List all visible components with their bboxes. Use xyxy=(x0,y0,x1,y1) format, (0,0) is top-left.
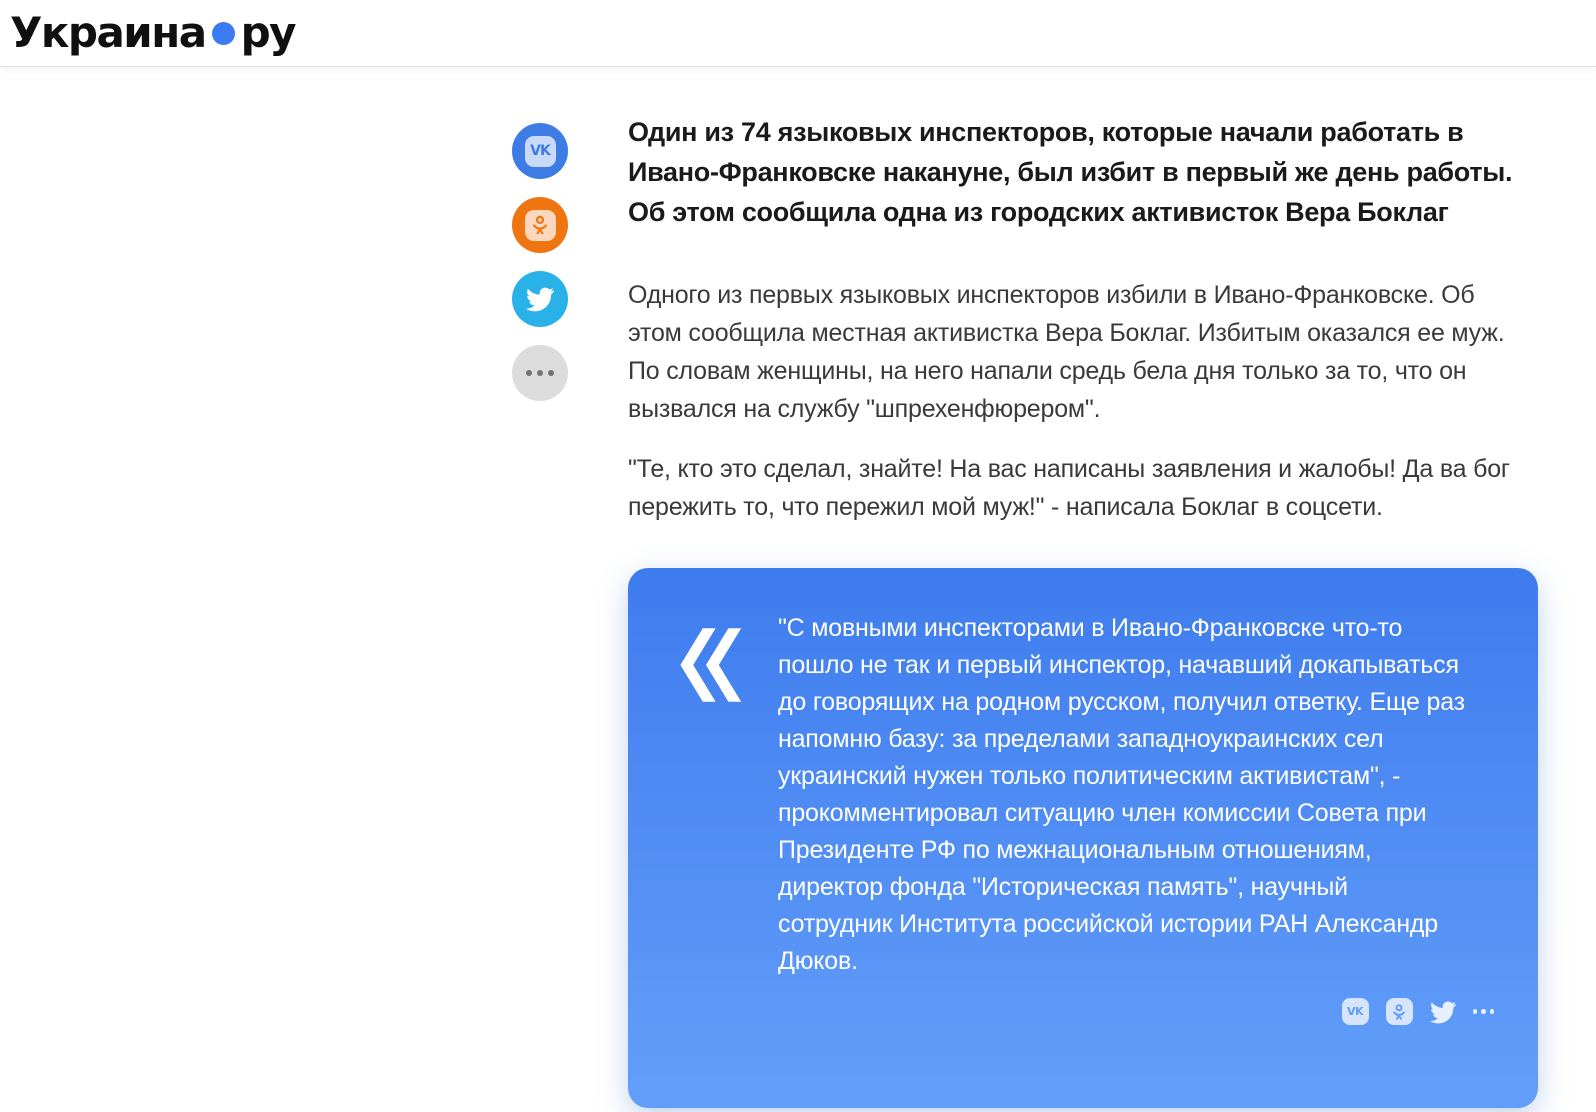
logo-dot-icon xyxy=(212,22,235,45)
twitter-icon xyxy=(1430,999,1456,1025)
logo-text-2: ру xyxy=(240,8,296,57)
quote-card xyxy=(628,568,1538,1108)
share-odnoklassniki-button[interactable] xyxy=(512,197,568,253)
quote-text: "С мовными инспекторами в Ивано-Франковске что-то пошло не так и первый инспектор, начавший докапываться до говорящих на родном русском, получил ответку. Еще раз напомню базу: за пределами западноукраинских сел украинский нужен только политическим активистам", - прокомментировал ситуацию член комиссии Совета при Президенте РФ по межнациональным отношениям, директор фонда "Историческая память", научный сотрудник Института российской истории РАН Александр Дюков. xyxy=(778,614,1465,975)
odnoklassniki-icon xyxy=(1390,1003,1408,1021)
ellipsis-icon xyxy=(1473,1009,1478,1014)
article-paragraph: Одного из первых языковых инспекторов избили в Ивано-Франковске. Об этом сообщила местная активистка Вера Боклаг. Избитым оказался ее муж. По словам женщины, на него напали средь бела дня только за то, что он вызвался на службу "шпрехенфюрером". xyxy=(628,281,1505,423)
quote-mark-icon xyxy=(666,616,750,1068)
quote-body xyxy=(778,610,1494,1068)
article-paragraph: "Те, кто это сделал, знайте! На вас написаны заявления и жалобы! Да ва бог пережить то, что пережил мой муж!" - написала Боклаг в соцсети. xyxy=(628,455,1510,521)
quote-share-twitter-button[interactable] xyxy=(1430,999,1456,1025)
vk-icon-letters: VK xyxy=(530,143,550,159)
vk-icon: VK xyxy=(1346,1005,1364,1018)
share-vk-button[interactable] xyxy=(512,123,568,179)
quote-share-odnoklassniki-button[interactable] xyxy=(1386,998,1413,1025)
share-twitter-button[interactable] xyxy=(512,271,568,327)
site-logo[interactable] xyxy=(10,4,295,62)
ellipsis-icon xyxy=(526,370,554,376)
quote-share-vk-button[interactable] xyxy=(1342,998,1369,1025)
quote-share-more-button[interactable] xyxy=(1473,1009,1495,1014)
article-lead: Один из 74 языковых инспекторов, которые начали работать в Ивано-Франковске накануне, был избит в первый же день работы. Об этом сообщила одна из городских активисток Вера Боклаг xyxy=(628,117,1513,227)
quote-share-row xyxy=(778,998,1494,1025)
article-body xyxy=(628,108,1538,1108)
logo-text-1: Украина xyxy=(10,8,206,57)
site-header xyxy=(0,0,1596,67)
share-rail xyxy=(512,123,568,401)
share-more-button[interactable] xyxy=(512,345,568,401)
odnoklassniki-icon xyxy=(525,210,556,241)
vk-icon xyxy=(525,136,556,167)
twitter-icon xyxy=(526,285,554,313)
